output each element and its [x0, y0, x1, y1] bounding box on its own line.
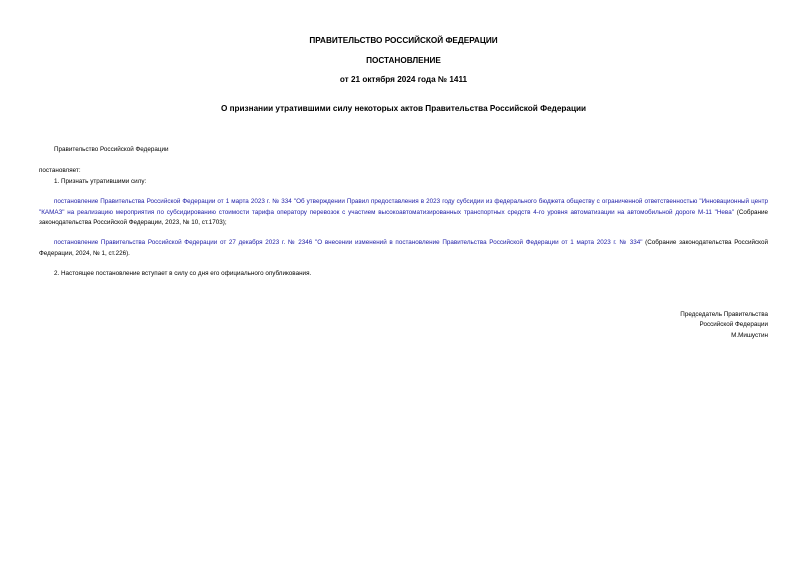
item-1-heading: 1. Признать утратившими силу:	[54, 178, 147, 185]
item-2-text: 2. Настоящее постановление вступает в силу со дня его официального опубликования.	[54, 270, 312, 277]
document-title: О признании утратившими силу некоторых актов Правительства Российской Федерации	[220, 104, 587, 113]
issuing-authority: ПРАВИТЕЛЬСТВО РОССИЙСКОЙ ФЕДЕРАЦИИ	[309, 36, 498, 45]
document-date-number: от 21 октября 2024 года № 1411	[339, 75, 468, 84]
repealed-act-1	[39, 197, 768, 229]
signature-organization: Российской Федерации	[699, 321, 768, 328]
decree-word: постановляет:	[39, 167, 81, 174]
repealed-act-1-link[interactable]: постановление Правительства Российской Федерации от 1 марта 2023 г. № 334 "Об утверждении Правил предоставления в 2023 году субсидии из федерального бюджета обществу с ограниченной ответственностью "Инновационный центр "КАМАЗ" на реализацию мероприятия по субсидированию стоимости тарифа оператору перевозок с участием высокоавтоматизированных транспортных средств 4-го уровня автоматизации на автомобильной дороге М-11 "Нева"	[39, 198, 768, 216]
document-type: ПОСТАНОВЛЕНИЕ	[366, 56, 441, 65]
signature-name: М.Мишустин	[731, 332, 768, 339]
repealed-act-2-link[interactable]: постановление Правительства Российской Федерации от 27 декабря 2023 г. № 2346 "О внесении изменений в постановление Правительства Российской Федерации от 1 марта 2023 г. № 334"	[54, 239, 643, 246]
repealed-act-2	[39, 238, 768, 259]
repealed-act-1-source: (Собрание законодательства Российской Федерации, 2023, № 10, ст.1703);	[39, 208, 768, 226]
issuer-line: Правительство Российской Федерации	[54, 146, 169, 153]
signature-position: Председатель Правительства	[680, 311, 768, 318]
repealed-act-2-source: (Собрание законодательства Российской Федерации, 2024, № 1, ст.226).	[39, 239, 768, 257]
